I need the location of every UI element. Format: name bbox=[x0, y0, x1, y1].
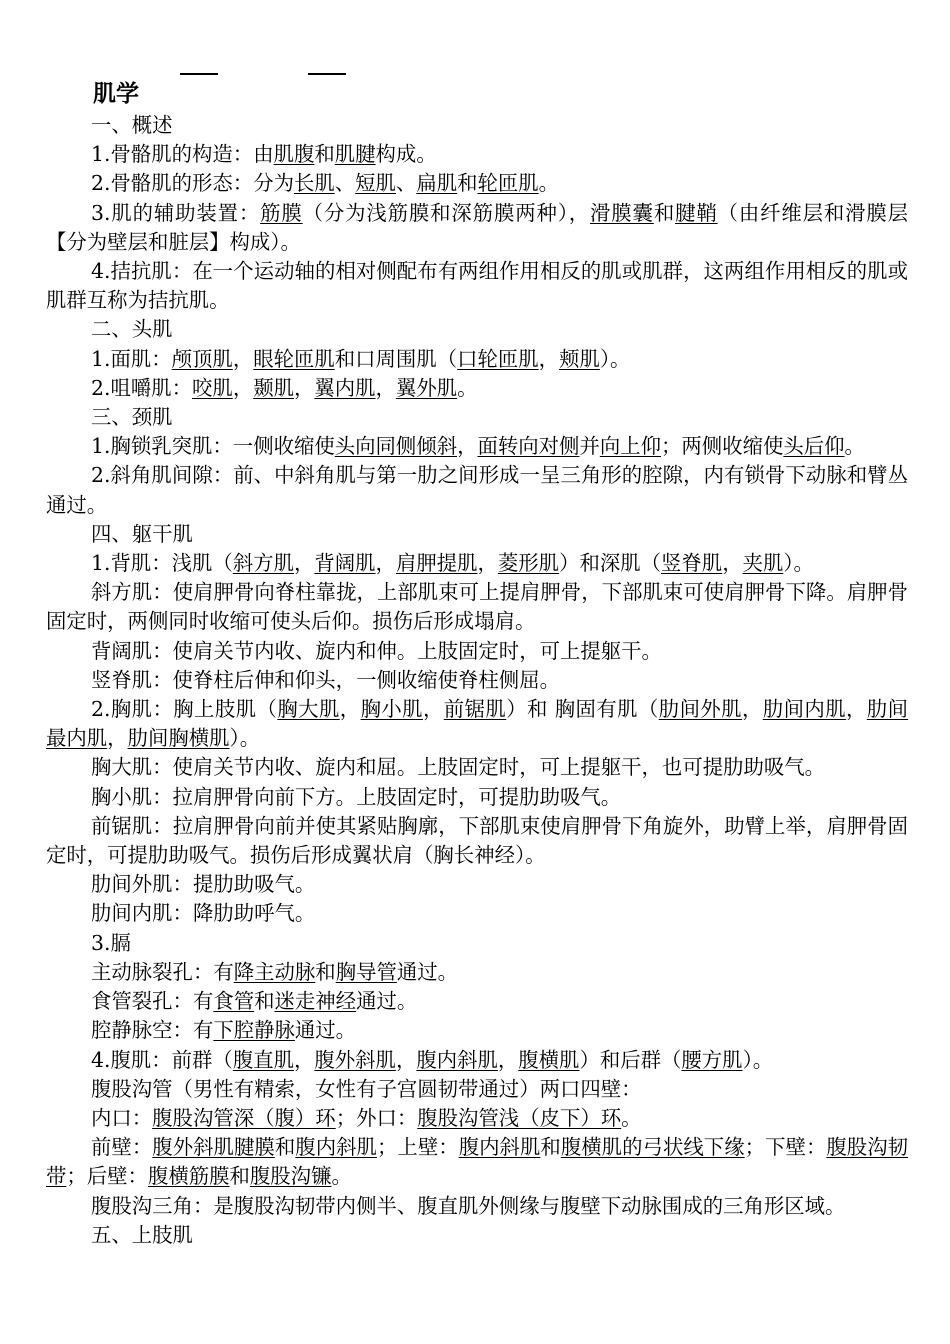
underlined-term: 翼外肌 bbox=[395, 375, 458, 400]
text-run: ；下壁： bbox=[744, 1135, 827, 1160]
underlined-term: 夹肌 bbox=[742, 551, 784, 576]
text-run: 和 bbox=[254, 989, 275, 1014]
paragraph bbox=[46, 1104, 908, 1133]
paragraph bbox=[46, 987, 908, 1016]
text-run: 腹股沟三角：是腹股沟韧带内侧半、腹直肌外侧缘与腹壁下动脉围成的三角形区域。 bbox=[91, 1193, 846, 1218]
text-run: 内口： bbox=[91, 1105, 153, 1130]
text-run: ， bbox=[477, 551, 498, 576]
underlined-term: 长肌 bbox=[293, 171, 335, 196]
underlined-term: 筋膜 bbox=[260, 200, 303, 225]
underlined-term: 腹外斜肌 bbox=[314, 1047, 396, 1072]
text-run: 胸大肌：使肩关节内收、旋内和屈。上肢固定时，可上提躯干，也可提肋助吸气。 bbox=[91, 755, 826, 780]
underlined-term: 颊肌 bbox=[559, 346, 600, 371]
text-run: 竖脊肌：使脊柱后伸和仰头，一侧收缩使脊柱侧屈。 bbox=[91, 667, 560, 692]
underlined-term: 短肌 bbox=[355, 171, 396, 196]
text-run: ， bbox=[742, 697, 763, 722]
text-run: 2.胸肌：胸上肢肌（ bbox=[91, 697, 278, 722]
text-run: 前壁： bbox=[91, 1135, 153, 1160]
text-run: 1.面肌： bbox=[91, 346, 172, 371]
document-body bbox=[46, 111, 908, 1250]
underlined-term: 腹横肌 bbox=[518, 1047, 580, 1072]
text-run: 。 bbox=[844, 434, 865, 459]
text-run: ， bbox=[232, 346, 254, 371]
text-run: （分为浅筋膜和深筋膜两种）， bbox=[302, 200, 591, 225]
text-run: 主动脉裂孔：有 bbox=[91, 959, 234, 984]
paragraph bbox=[46, 1016, 908, 1045]
text-run: 并 bbox=[579, 434, 600, 459]
text-run: ）和后群（ bbox=[579, 1047, 682, 1072]
underlined-term: 腹横肌的弓状线下缘 bbox=[560, 1135, 745, 1160]
underlined-term: 腹股沟镰 bbox=[249, 1164, 332, 1189]
text-run: 背阔肌：使肩关节内收、旋内和伸。上肢固定时，可上提躯干。 bbox=[91, 638, 662, 663]
text-run: 1.胸锁乳突肌：一侧收缩使 bbox=[91, 434, 335, 459]
underlined-term: 扁肌 bbox=[416, 171, 458, 196]
text-run: ；后壁： bbox=[66, 1164, 148, 1189]
text-run: 。 bbox=[621, 1105, 642, 1130]
paragraph bbox=[46, 666, 908, 695]
header-rule-right bbox=[308, 73, 346, 75]
underlined-term: 眼轮匝肌 bbox=[253, 346, 335, 371]
underlined-term: 肋间最内肌 bbox=[46, 697, 909, 751]
underlined-term: 腹直肌 bbox=[232, 1047, 294, 1072]
text-run: 一、概述 bbox=[91, 113, 173, 137]
paragraph bbox=[46, 1133, 908, 1191]
text-run: ）。 bbox=[742, 1047, 774, 1072]
text-run: 肋间外肌：提肋助吸气。 bbox=[91, 872, 316, 897]
text-run: 和 bbox=[540, 1135, 561, 1160]
underlined-term: 腹外斜肌腱膜 bbox=[152, 1135, 275, 1160]
paragraph bbox=[46, 958, 908, 987]
text-run: ， bbox=[722, 551, 743, 576]
paragraph bbox=[46, 257, 908, 315]
text-run: 和 bbox=[314, 142, 335, 167]
underlined-term: 背阔肌 bbox=[314, 551, 376, 576]
underlined-term: 口轮匝肌 bbox=[457, 346, 539, 371]
paragraph bbox=[46, 1221, 908, 1250]
underlined-term: 颅顶肌 bbox=[171, 346, 233, 371]
text-run: 三、颈肌 bbox=[91, 405, 173, 430]
text-run: 构成。 bbox=[375, 142, 437, 167]
text-run: ）和深肌（ bbox=[559, 551, 662, 576]
underlined-term: 颞肌 bbox=[253, 375, 294, 400]
paragraph bbox=[46, 345, 908, 374]
text-run: ， bbox=[339, 697, 361, 722]
text-run: ， bbox=[293, 375, 315, 400]
paragraph bbox=[46, 695, 908, 753]
text-run: 2.骨骼肌的形态：分为 bbox=[91, 171, 294, 196]
underlined-term: 食管 bbox=[213, 989, 255, 1014]
paragraph bbox=[46, 1046, 908, 1075]
underlined-term: 面转向对侧 bbox=[477, 434, 580, 459]
text-run: ， bbox=[538, 346, 560, 371]
paragraph bbox=[46, 549, 908, 578]
header-rules bbox=[0, 73, 950, 75]
text-run: 。 bbox=[457, 375, 478, 400]
paragraph bbox=[46, 578, 908, 636]
text-run: 2.斜角肌间隙：前、中斜角肌与第一肋之间形成一呈三角形的腔隙，内有锁骨下动脉和臂丛通过。 bbox=[46, 463, 908, 517]
text-run: 腔静脉空：有 bbox=[91, 1018, 214, 1043]
underlined-term: 肌腹 bbox=[273, 142, 315, 167]
paragraph bbox=[46, 899, 908, 928]
text-run: ， bbox=[422, 697, 444, 722]
paragraph bbox=[46, 1192, 908, 1221]
text-run: 通过。 bbox=[294, 1018, 357, 1043]
paragraph bbox=[46, 140, 908, 169]
paragraph bbox=[46, 374, 908, 403]
underlined-term: 迷走神经 bbox=[274, 989, 357, 1014]
paragraph bbox=[46, 461, 908, 519]
underlined-term: 斜方肌 bbox=[232, 551, 294, 576]
text-run: 、 bbox=[395, 171, 417, 196]
text-run: 3.膈 bbox=[91, 930, 131, 955]
text-run: ， bbox=[293, 551, 315, 576]
underlined-term: 腹横筋膜 bbox=[147, 1164, 230, 1189]
text-run: 。 bbox=[331, 1164, 352, 1189]
text-run: 五、上肢肌 bbox=[91, 1222, 193, 1247]
text-run: 食管裂孔：有 bbox=[91, 989, 214, 1014]
underlined-term: 咬肌 bbox=[192, 375, 233, 400]
underlined-term: 下腔静脉 bbox=[213, 1018, 295, 1043]
paragraph bbox=[46, 520, 908, 549]
text-run: ， bbox=[457, 434, 478, 459]
text-run: ， bbox=[375, 375, 396, 400]
text-run: 二、头肌 bbox=[91, 317, 173, 342]
text-run: 和 bbox=[229, 1164, 250, 1189]
underlined-term: 向上仰 bbox=[599, 434, 662, 459]
underlined-term: 腹内斜肌 bbox=[458, 1135, 541, 1160]
text-run: 前锯肌：拉肩胛骨向前并使其紧贴胸廓，下部肌束使肩胛骨下角旋外，助臂上举，肩胛骨固定时，可提肋助吸气。损伤后形成翼状肩（胸长神经）。 bbox=[46, 813, 908, 868]
paragraph bbox=[46, 315, 908, 344]
underlined-term: 腱鞘 bbox=[675, 200, 718, 225]
text-run: ；上壁： bbox=[376, 1135, 459, 1160]
text-run: 四、躯干肌 bbox=[91, 521, 193, 546]
paragraph bbox=[46, 432, 908, 461]
underlined-term: 头后仰 bbox=[783, 434, 845, 459]
text-run: 胸小肌：拉肩胛骨向前下方。上肢固定时，可提肋助吸气。 bbox=[91, 784, 622, 809]
text-run: ）。 bbox=[229, 726, 261, 751]
underlined-term: 竖脊肌 bbox=[661, 551, 723, 576]
text-run: ， bbox=[107, 726, 128, 751]
text-run: ， bbox=[395, 1047, 417, 1072]
underlined-term: 肋间胸横肌 bbox=[127, 726, 230, 751]
text-run: （由纤维层和滑膜层【分为壁层和脏层】构成）。 bbox=[46, 200, 909, 254]
underlined-term: 肋间内肌 bbox=[762, 697, 847, 722]
text-run: ， bbox=[375, 551, 396, 576]
paragraph bbox=[46, 111, 908, 140]
underlined-term: 胸小肌 bbox=[360, 697, 423, 722]
text-run: ， bbox=[293, 1047, 315, 1072]
underlined-term: 头向同侧倾斜 bbox=[334, 434, 458, 459]
page-title: 肌学 bbox=[93, 81, 139, 107]
paragraph bbox=[46, 1075, 908, 1104]
text-run: 斜方肌：使肩胛骨向脊柱靠拢，上部肌束可上提肩胛骨，下部肌束可使肩胛骨下降。肩胛骨固定时，两侧同时收缩可使头后仰。损伤后形成塌肩。 bbox=[46, 580, 908, 634]
paragraph bbox=[46, 199, 908, 257]
text-run: ；外口： bbox=[335, 1105, 418, 1130]
text-run: 肋间内肌：降肋助呼气。 bbox=[91, 901, 316, 926]
underlined-term: 腹股沟管浅（皮下）环 bbox=[417, 1105, 622, 1130]
underlined-term: 胸导管 bbox=[335, 959, 397, 984]
underlined-term: 肩胛提肌 bbox=[395, 551, 478, 576]
underlined-term: 降主动脉 bbox=[233, 959, 316, 984]
text-run: ）和 胸固有肌（ bbox=[506, 697, 659, 722]
underlined-term: 翼内肌 bbox=[314, 375, 376, 400]
text-run: 腹股沟管（男性有精索，女性有子宫圆韧带通过）两口四壁： bbox=[91, 1076, 642, 1101]
text-run: 4.拮抗肌：在一个运动轴的相对侧配布有两组作用相反的肌或肌群，这两组作用相反的肌或肌群互称为拮抗肌。 bbox=[46, 259, 908, 313]
paragraph bbox=[46, 403, 908, 432]
text-run: 和 bbox=[457, 171, 478, 196]
text-run: 1.骨骼肌的构造：由 bbox=[91, 142, 274, 167]
text-run: ， bbox=[232, 375, 254, 400]
text-run: 1.背肌：浅肌（ bbox=[91, 551, 233, 576]
text-run: 通过。 bbox=[396, 959, 459, 984]
underlined-term: 肌腱 bbox=[334, 142, 376, 167]
paragraph bbox=[46, 753, 908, 782]
paragraph bbox=[46, 929, 908, 958]
text-run: 通过。 bbox=[356, 989, 418, 1014]
header-rule-left bbox=[180, 73, 218, 75]
underlined-term: 腹内斜肌 bbox=[295, 1135, 377, 1160]
paragraph bbox=[46, 783, 908, 812]
text-run: ）。 bbox=[783, 551, 814, 576]
text-run: 和口周围肌（ bbox=[334, 346, 458, 371]
text-run: 4.腹肌：前群（ bbox=[91, 1047, 233, 1072]
underlined-term: 肋间外肌 bbox=[658, 697, 742, 722]
text-run: 、 bbox=[334, 171, 356, 196]
underlined-term: 菱形肌 bbox=[497, 551, 560, 576]
text-run: ， bbox=[846, 697, 867, 722]
underlined-term: 滑膜囊 bbox=[590, 200, 654, 225]
text-run: 3.肌的辅助装置： bbox=[91, 200, 261, 225]
text-run: ）。 bbox=[599, 346, 631, 371]
underlined-term: 腰方肌 bbox=[681, 1047, 743, 1072]
underlined-term: 腹股沟管深（腹）环 bbox=[152, 1105, 336, 1130]
underlined-term: 前锯肌 bbox=[443, 697, 507, 722]
paragraph bbox=[46, 637, 908, 666]
text-run: 。 bbox=[538, 171, 560, 196]
underlined-term: 胸大肌 bbox=[277, 697, 340, 722]
text-run: 2.咀嚼肌： bbox=[91, 375, 193, 400]
underlined-term: 轮匝肌 bbox=[477, 171, 539, 196]
paragraph bbox=[46, 169, 908, 198]
text-run: ；两侧收缩使 bbox=[661, 434, 784, 459]
underlined-term: 腹股沟韧带 bbox=[46, 1135, 909, 1189]
text-run: ， bbox=[497, 1047, 519, 1072]
text-run: 和 bbox=[274, 1135, 296, 1160]
paragraph bbox=[46, 812, 908, 870]
underlined-term: 腹内斜肌 bbox=[416, 1047, 498, 1072]
paragraph bbox=[46, 870, 908, 899]
text-run: 和 bbox=[653, 200, 676, 225]
text-run: 和 bbox=[315, 959, 336, 984]
